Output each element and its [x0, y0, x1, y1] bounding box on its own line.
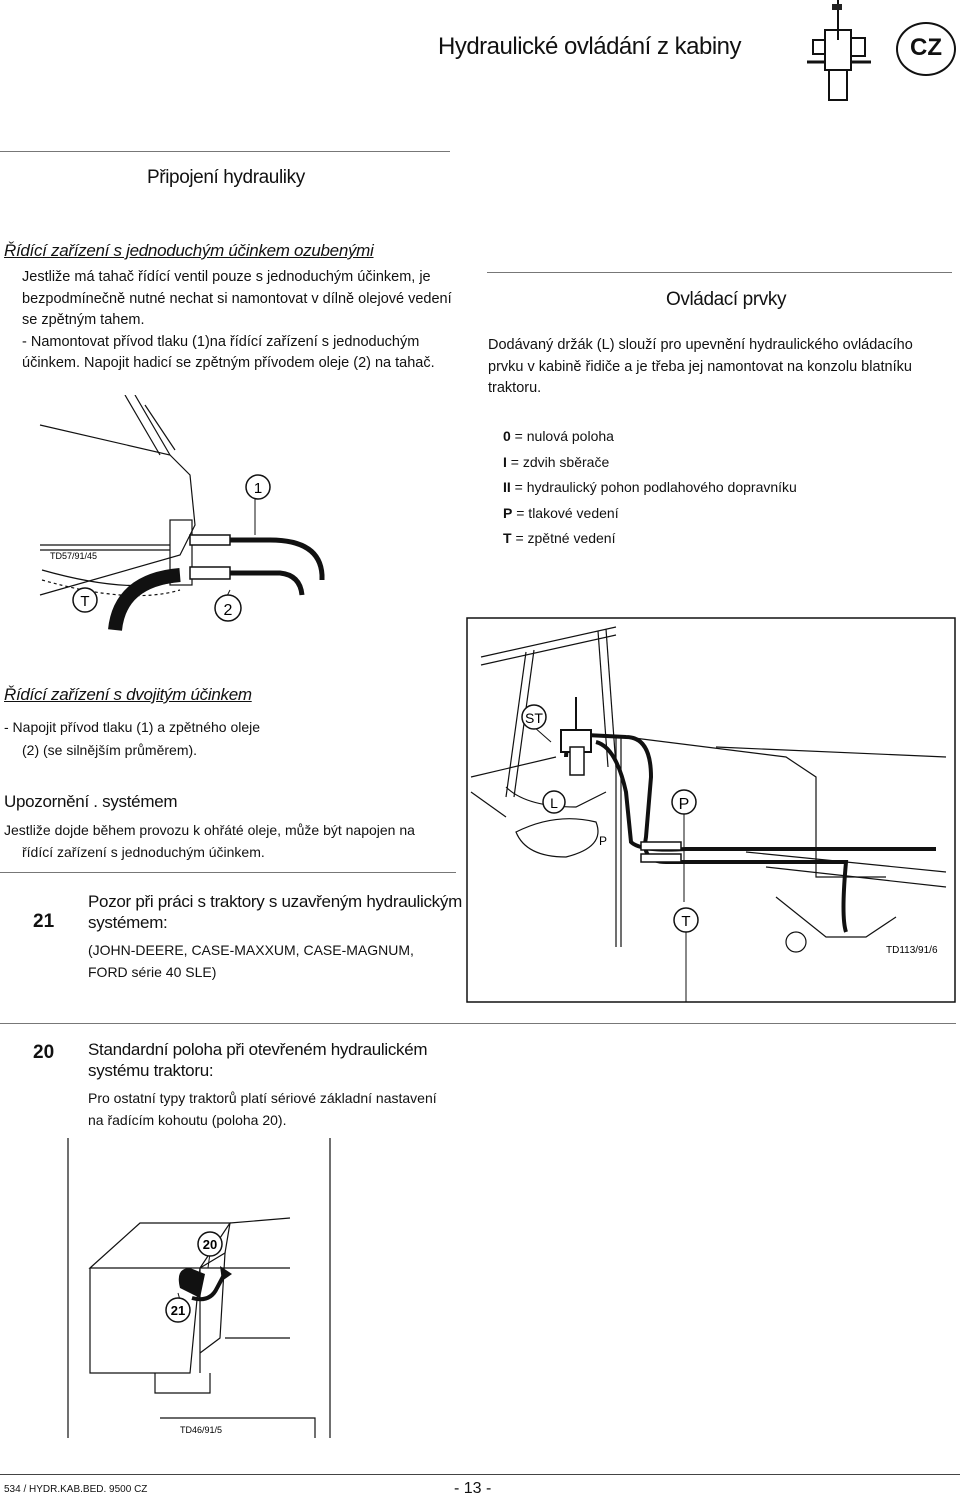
- controls-text: [488, 335, 956, 400]
- text-line: řídící zařízení s jednoduchým účinkem.: [22, 844, 265, 860]
- text-line: účinkem. Napojit hadicí se zpětným přívodem oleje (2) na tahač.: [22, 355, 435, 371]
- heading-warning: Upozornění . systémem: [4, 792, 178, 811]
- legend-item: [503, 501, 797, 527]
- text-line: Jestliže dojde během provozu k ohřáté oleje, může být napojen na: [4, 822, 415, 838]
- section-divider: [487, 272, 952, 273]
- callout-T-label: T: [80, 593, 90, 610]
- small-P-label: P: [599, 834, 608, 848]
- figure-code: TD46/91/5: [180, 1425, 223, 1435]
- item-number-21: 21: [33, 911, 55, 932]
- double-acting-line-1: - Napojit přívod tlaku (1) a zpětného oleje: [4, 719, 261, 735]
- figure-code: TD57/91/45: [50, 551, 98, 561]
- page-title: Hydraulické ovládání z kabiny: [438, 33, 741, 60]
- text-line: traktoru.: [488, 380, 542, 396]
- heading-line: systémem:: [88, 913, 168, 932]
- callout-21-label: 21: [170, 1303, 186, 1318]
- legend-key: I: [503, 453, 507, 470]
- legend-key: 0: [503, 428, 511, 444]
- text-line: se zpětným tahem.: [22, 312, 145, 328]
- legend-text: = zpětné vedení: [511, 530, 616, 546]
- legend-item: [503, 450, 797, 476]
- footer-doc-ref: 534 / HYDR.KAB.BED. 9500 CZ: [4, 1484, 148, 1495]
- section-title-connection: Připojení hydrauliky: [147, 167, 305, 188]
- text-line: bezpodmínečně nutné nechat si namontovat v dílně olejové vedení: [22, 290, 452, 307]
- section-divider: [0, 1023, 956, 1024]
- item20-heading: [88, 1039, 427, 1081]
- figure-valve-positions: [60, 1138, 420, 1448]
- single-acting-text: [22, 267, 452, 375]
- text-line: na řadícím kohoutu (poloha 20).: [88, 1112, 287, 1128]
- callout-1-label: 1: [253, 480, 263, 497]
- legend-key: II: [503, 479, 511, 495]
- text-line: FORD série 40 SLE): [88, 964, 217, 980]
- page-number: - 13 -: [454, 1480, 492, 1497]
- heading-single-acting: Řídící zařízení s jednoduchým účinkem ozubenými: [4, 241, 374, 260]
- legend-text: = nulová poloha: [510, 428, 614, 444]
- language-badge: CZ: [896, 22, 956, 76]
- text-line: Dodávaný držák (L) slouží pro upevnění hydraulického ovládacího: [488, 337, 913, 353]
- double-acting-line-2: (2) (se silnějším průměrem).: [22, 742, 198, 758]
- warning-text: [4, 819, 454, 863]
- legend-item: [503, 424, 797, 450]
- text-line: - Namontovat přívod tlaku (1)na řídící zařízení s jednoduchým: [22, 333, 420, 350]
- callout-P-label: P: [678, 796, 690, 813]
- heading-double-acting: Řídící zařízení s dvojitým účinkem: [4, 685, 252, 704]
- legend-text: = hydraulický pohon podlahového dopravníku: [510, 479, 797, 495]
- heading-line: Standardní poloha při otevřeném hydraulickém: [88, 1040, 428, 1059]
- callout-2-label: 2: [223, 602, 233, 619]
- legend-item: [503, 526, 797, 552]
- text-line: (JOHN-DEERE, CASE-MAXXUM, CASE-MAGNUM,: [88, 942, 414, 958]
- callout-ST-label: ST: [525, 710, 543, 726]
- callout-L-label: L: [550, 795, 558, 811]
- section-divider: [0, 151, 450, 152]
- legend-text: = tlakové vedení: [512, 504, 619, 521]
- item21-text: [88, 939, 414, 983]
- text-line: Jestliže má tahač řídící ventil pouze s jednoduchým účinkem, je: [22, 269, 431, 285]
- text-line: prvku v kabině řidiče a je třeba jej namontovat na konzolu blatníku: [488, 358, 912, 375]
- figure-code: TD113/91/6: [886, 945, 938, 956]
- figure-cabin-installation: [466, 617, 956, 1003]
- legend-text: = zdvih sběrače: [506, 453, 610, 470]
- section-divider: [0, 872, 456, 873]
- figure-hose-connection: [30, 395, 450, 640]
- legend-item: [503, 475, 797, 501]
- callout-T-label: T: [681, 913, 691, 930]
- section-title-controls: Ovládací prvky: [666, 289, 787, 310]
- heading-line: Pozor při práci s traktory s uzavřeným hydraulickým: [88, 892, 462, 911]
- heading-line: systému traktoru:: [88, 1061, 214, 1080]
- callout-20-label: 20: [202, 1237, 218, 1252]
- control-lever-illustration: [805, 0, 875, 105]
- legend-key: P: [503, 504, 513, 521]
- legend-list: [503, 424, 797, 552]
- footer-divider: [0, 1474, 960, 1475]
- legend-key: T: [503, 530, 512, 546]
- item-number-20: 20: [33, 1042, 55, 1063]
- item20-text: [88, 1087, 437, 1131]
- text-line: Pro ostatní typy traktorů platí sériové základní nastavení: [88, 1090, 437, 1106]
- item21-heading: [88, 891, 462, 933]
